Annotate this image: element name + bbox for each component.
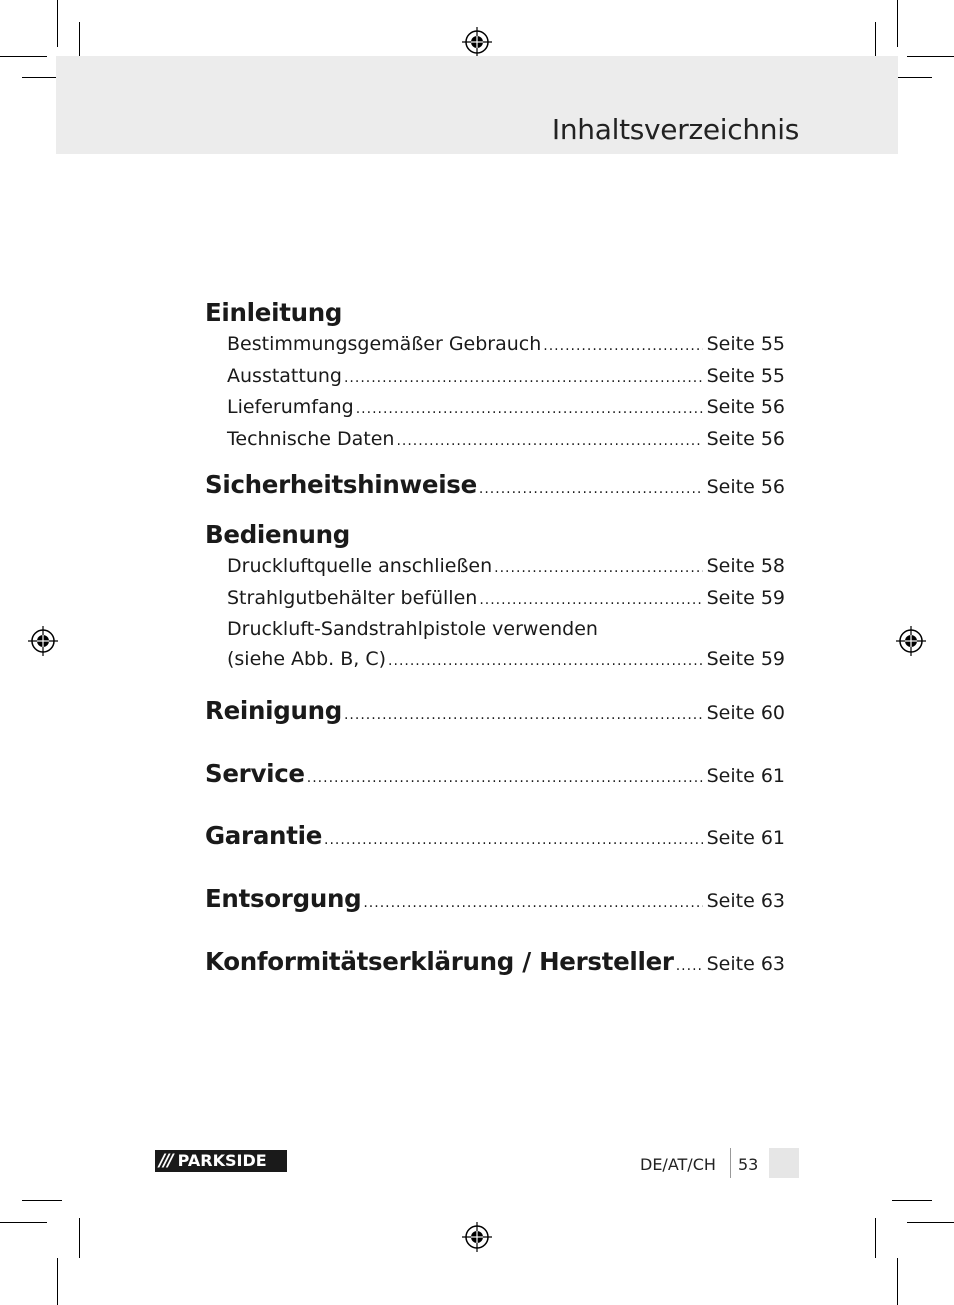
toc-entry-service[interactable] bbox=[205, 757, 785, 795]
dot-leader bbox=[324, 823, 703, 857]
logo-text: PARKSIDE bbox=[177, 1151, 267, 1170]
toc-entry-page: Seite 55 bbox=[706, 364, 785, 387]
table-of-contents bbox=[205, 296, 785, 983]
toc-entry-konformitaet[interactable] bbox=[205, 945, 785, 983]
toc-entry-label: Bestimmungsgemäßer Gebrauch bbox=[227, 333, 542, 355]
toc-entry-page: Seite 60 bbox=[706, 702, 785, 724]
crop-mark bbox=[57, 0, 58, 47]
parkside-logo bbox=[155, 1150, 287, 1172]
toc-entry-sicherheitshinweise[interactable] bbox=[205, 468, 785, 506]
dot-leader bbox=[363, 886, 702, 920]
toc-entry-label: Strahlgutbehälter befüllen bbox=[227, 586, 478, 609]
toc-section-title: Garantie bbox=[205, 821, 323, 850]
page-title: Inhaltsverzeichnis bbox=[551, 113, 799, 146]
toc-entry-label: Ausstattung bbox=[227, 364, 342, 387]
registration-mark-icon bbox=[462, 1222, 492, 1252]
toc-entry-garantie[interactable] bbox=[205, 819, 785, 857]
footer-tab-box bbox=[769, 1148, 799, 1178]
toc-entry-multiline-first[interactable] bbox=[205, 615, 785, 645]
toc-entry[interactable] bbox=[205, 393, 785, 425]
toc-entry-page: Seite 63 bbox=[706, 890, 785, 912]
crop-mark bbox=[0, 56, 47, 57]
toc-entry[interactable] bbox=[205, 330, 785, 362]
crop-mark bbox=[907, 56, 954, 57]
toc-section-title: Entsorgung bbox=[205, 884, 362, 913]
toc-entry-page: Seite 59 bbox=[706, 586, 785, 609]
dot-leader bbox=[344, 364, 703, 394]
toc-entry-page: Seite 56 bbox=[706, 427, 785, 450]
crop-mark bbox=[875, 1218, 876, 1258]
dot-leader bbox=[479, 586, 702, 616]
dot-leader bbox=[307, 761, 703, 795]
toc-section-title: Sicherheitshinweise bbox=[205, 470, 477, 499]
dot-leader bbox=[494, 554, 702, 584]
toc-entry[interactable] bbox=[205, 584, 785, 616]
dot-leader bbox=[479, 472, 703, 506]
toc-entry[interactable] bbox=[205, 552, 785, 584]
toc-entry-label: Lieferumfang bbox=[227, 396, 354, 418]
footer-page-number: 53 bbox=[738, 1155, 759, 1174]
toc-entry-page: Seite 55 bbox=[706, 333, 785, 355]
crop-mark bbox=[22, 1200, 62, 1201]
toc-section-title: Reinigung bbox=[205, 696, 342, 725]
registration-mark-icon bbox=[462, 27, 492, 57]
crop-mark bbox=[897, 1258, 898, 1305]
toc-entry-label: Druckluftquelle anschließen bbox=[227, 555, 493, 577]
registration-mark-icon bbox=[28, 626, 58, 656]
crop-mark bbox=[897, 0, 898, 47]
crop-mark bbox=[0, 1222, 47, 1223]
toc-entry[interactable] bbox=[205, 362, 785, 394]
dot-leader bbox=[396, 427, 702, 457]
footer-divider bbox=[730, 1148, 731, 1178]
crop-mark bbox=[79, 1218, 80, 1258]
registration-mark-icon bbox=[896, 626, 926, 656]
toc-entry-label: Technische Daten bbox=[227, 427, 395, 450]
toc-entry-page: Seite 61 bbox=[706, 827, 785, 849]
toc-section-title: Bedienung bbox=[205, 520, 351, 549]
toc-entry-reinigung[interactable] bbox=[205, 694, 785, 732]
footer-language: DE/AT/CH bbox=[640, 1155, 716, 1174]
toc-entry-page: Seite 61 bbox=[706, 765, 785, 787]
dot-leader bbox=[388, 647, 703, 677]
toc-entry-label: (siehe Abb. B, C) bbox=[227, 647, 387, 670]
toc-entry-page: Seite 56 bbox=[706, 476, 785, 498]
toc-section-title: Einleitung bbox=[205, 298, 343, 327]
toc-entry-page: Seite 56 bbox=[706, 396, 785, 418]
dot-leader bbox=[676, 949, 703, 983]
toc-entry-page: Seite 58 bbox=[706, 555, 785, 577]
crop-mark bbox=[892, 77, 932, 78]
toc-entry-entsorgung[interactable] bbox=[205, 882, 785, 920]
toc-entry-page: Seite 63 bbox=[706, 953, 785, 975]
toc-entry[interactable] bbox=[205, 425, 785, 457]
logo-slashes: /// bbox=[159, 1151, 172, 1171]
toc-entry-page: Seite 59 bbox=[706, 647, 785, 670]
toc-entry-label: Druckluft-Sandstrahlpistole verwenden bbox=[227, 618, 598, 640]
toc-section-title: Service bbox=[205, 759, 305, 788]
crop-mark bbox=[907, 1222, 954, 1223]
dot-leader bbox=[344, 698, 703, 732]
crop-mark bbox=[892, 1200, 932, 1201]
dot-leader bbox=[356, 395, 703, 425]
dot-leader bbox=[543, 332, 702, 362]
toc-section-einleitung bbox=[205, 296, 785, 456]
crop-mark bbox=[57, 1258, 58, 1305]
toc-section-bedienung bbox=[205, 518, 785, 676]
toc-section-title: Konformitätserklärung / Hersteller bbox=[205, 947, 674, 976]
toc-entry-multiline-second[interactable] bbox=[205, 645, 785, 677]
